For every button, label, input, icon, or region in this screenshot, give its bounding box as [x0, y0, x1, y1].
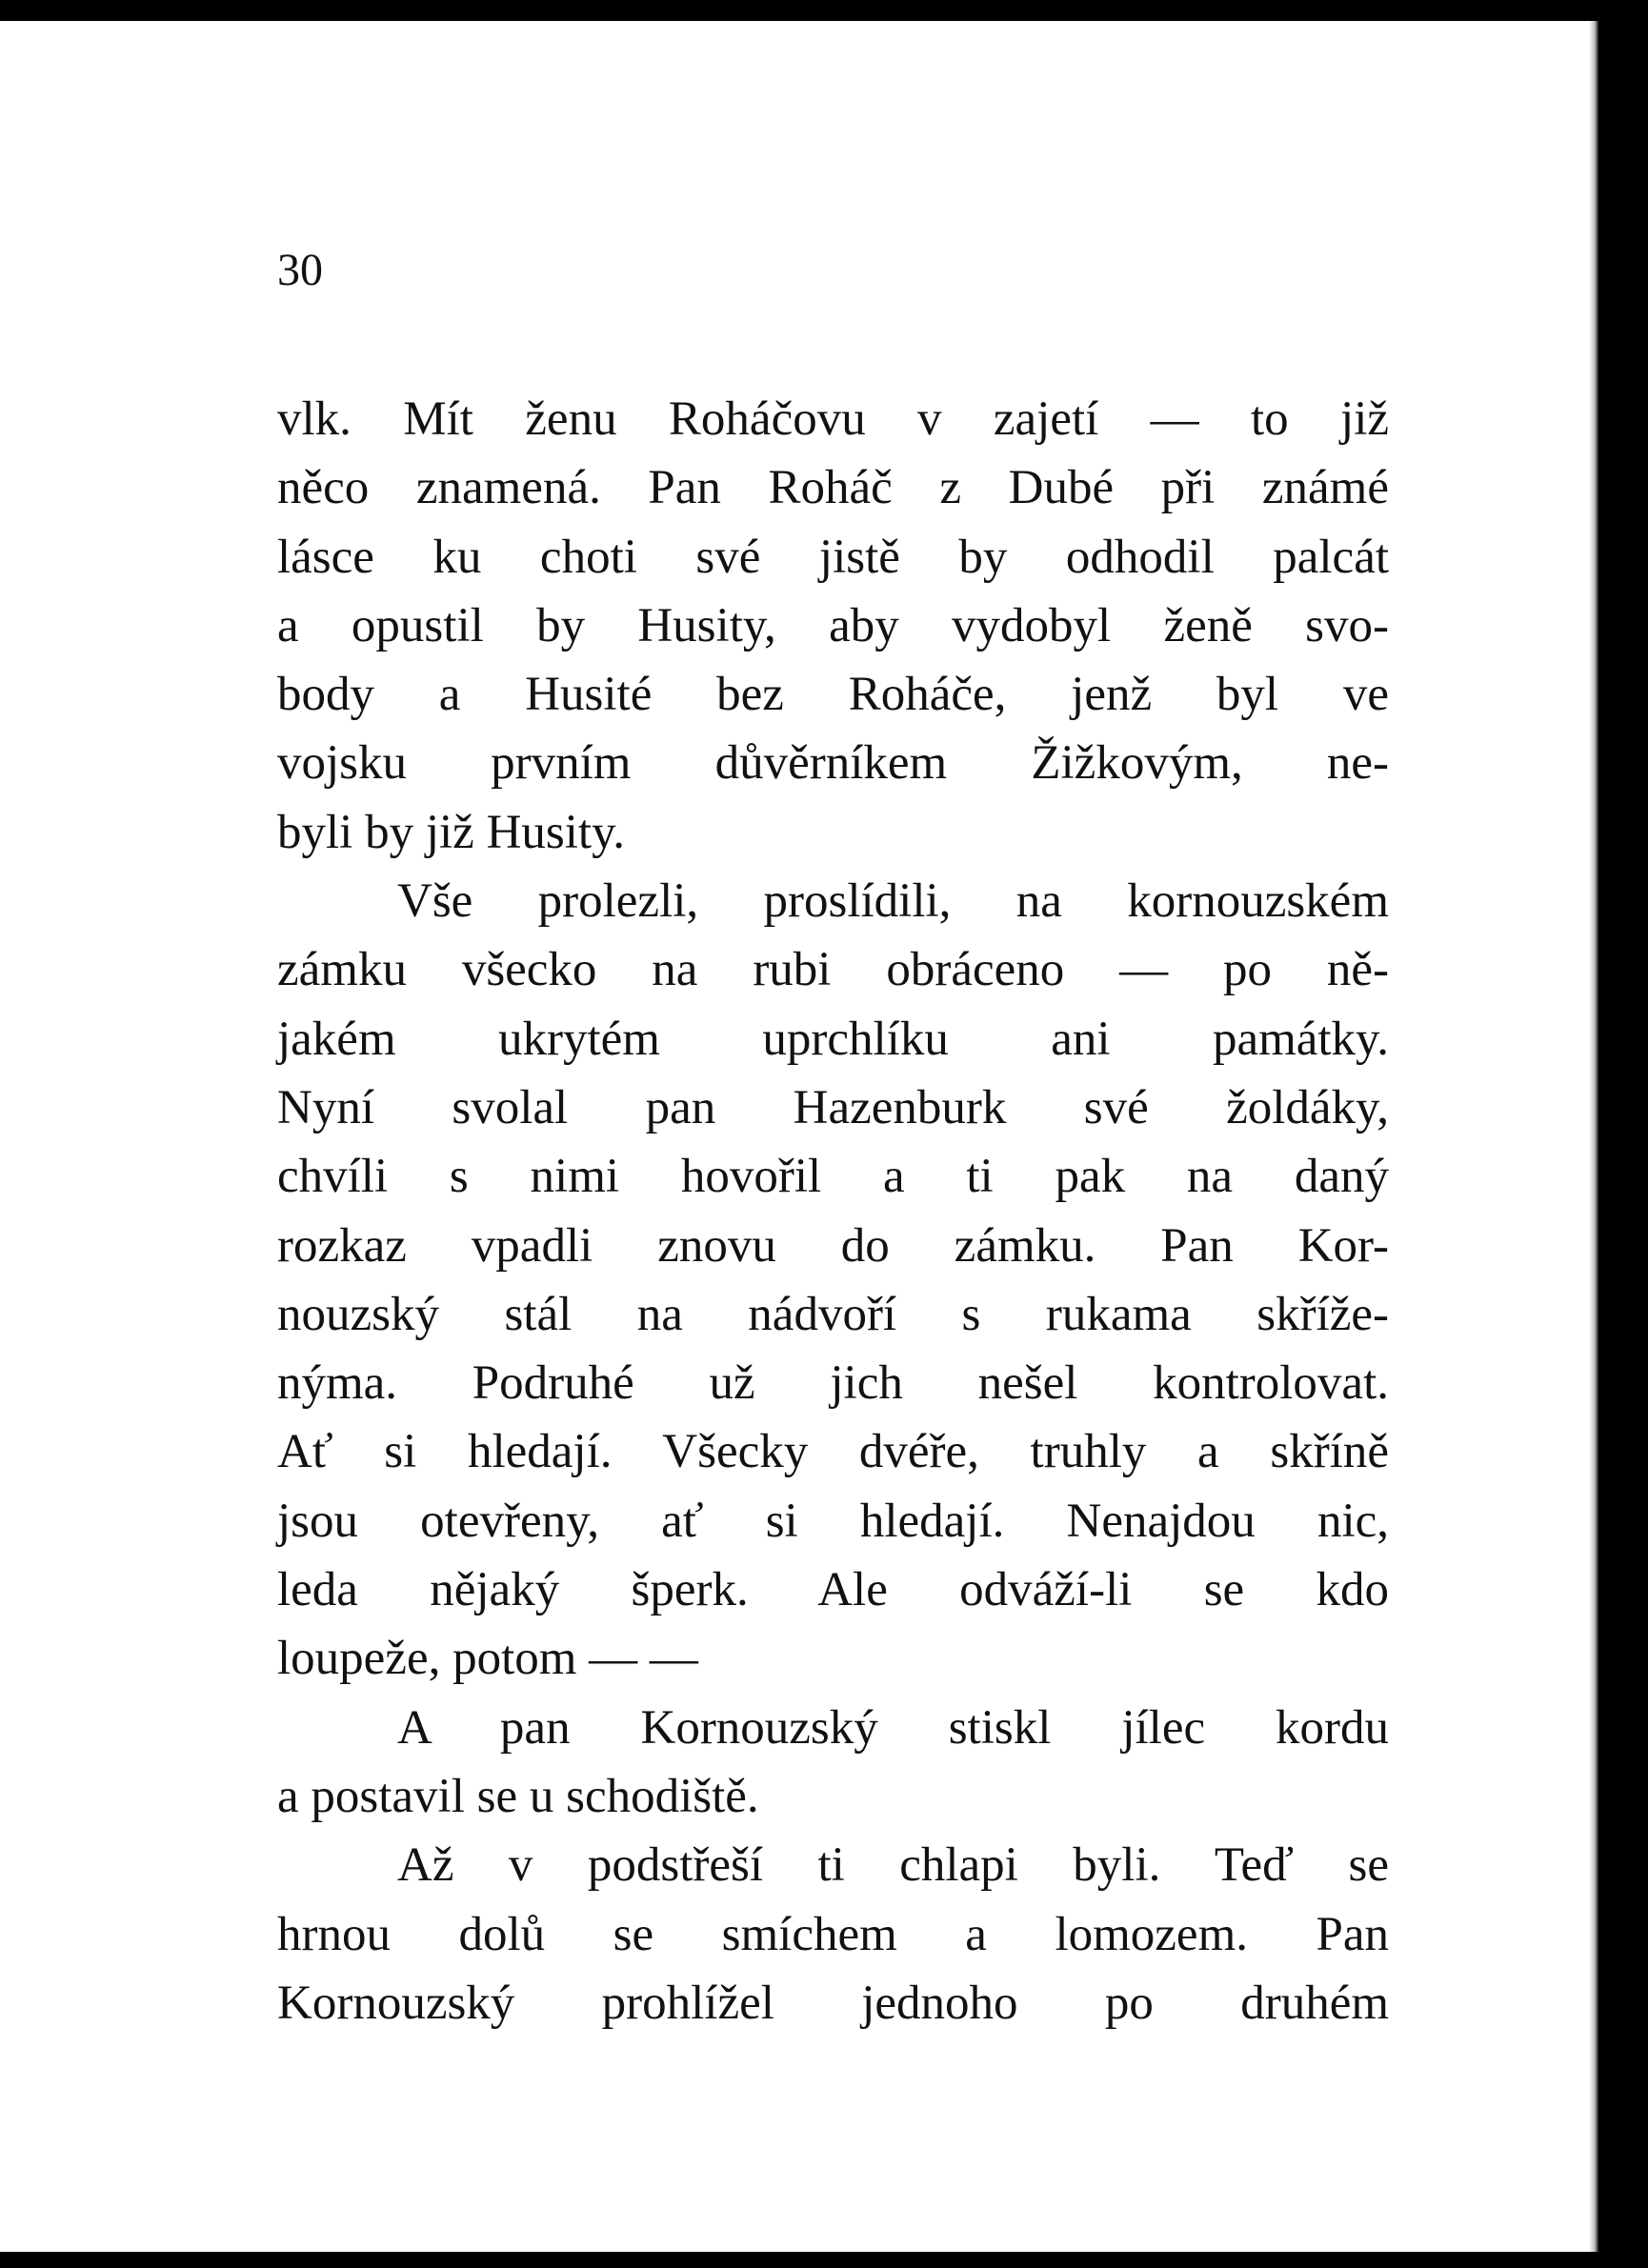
text-line: něco znamená. Pan Roháč z Dubé při známé [277, 461, 1389, 515]
text-line: Vše prolezli, proslídili, na kornouzském [397, 874, 1389, 929]
text-line: Až v podstřeší ti chlapi byli. Teď se [397, 1838, 1389, 1893]
text-line: chvíli s nimi hovořil a ti pak na daný [277, 1150, 1389, 1204]
text-line: nouzský stál na nádvoří s rukama skříže- [277, 1287, 1389, 1341]
text-line: vojsku prvním důvěrníkem Žižkovým, ne- [277, 736, 1389, 791]
text-line: jsou otevřeny, ať si hledají. Nenajdou nic, [277, 1494, 1389, 1548]
text-line: byli by již Husity. [277, 805, 626, 859]
text-line: loupeže, potom — — [277, 1632, 698, 1686]
text-line: leda nějaký šperk. Ale odváží-li se kdo [277, 1563, 1389, 1617]
text-line: a opustil by Husity, aby vydobyl ženě svo- [277, 598, 1389, 652]
page-edge-shadow [1589, 21, 1598, 2252]
text-line: nýma. Podruhé už jich nešel kontrolovat. [277, 1356, 1389, 1411]
text-line: A pan Kornouzský stiskl jílec kordu [397, 1700, 1389, 1755]
text-line: zámku všecko na rubi obráceno — po ně- [277, 943, 1389, 997]
text-line: a postavil se u schodiště. [277, 1769, 759, 1823]
text-line: Nyní svolal pan Hazenburk své žoldáky, [277, 1080, 1389, 1134]
page-text [277, 385, 1389, 2037]
text-line: hrnou dolů se smíchem a lomozem. Pan [277, 1907, 1389, 1961]
text-line: Ať si hledají. Všecky dvéře, truhly a skříně [277, 1425, 1389, 1479]
text-line: body a Husité bez Roháče, jenž byl ve [277, 668, 1389, 722]
text-line: vlk. Mít ženu Roháčovu v zajetí — to již [277, 392, 1389, 446]
text-line: lásce ku choti své jistě by odhodil palcát [277, 530, 1389, 584]
page-number: 30 [277, 245, 323, 295]
text-line: jakém ukrytém uprchlíku ani památky. [277, 1012, 1389, 1066]
text-line: rozkaz vpadli znovu do zámku. Pan Kor- [277, 1218, 1389, 1273]
text-line: Kornouzský prohlížel jednoho po druhém [277, 1976, 1389, 2030]
